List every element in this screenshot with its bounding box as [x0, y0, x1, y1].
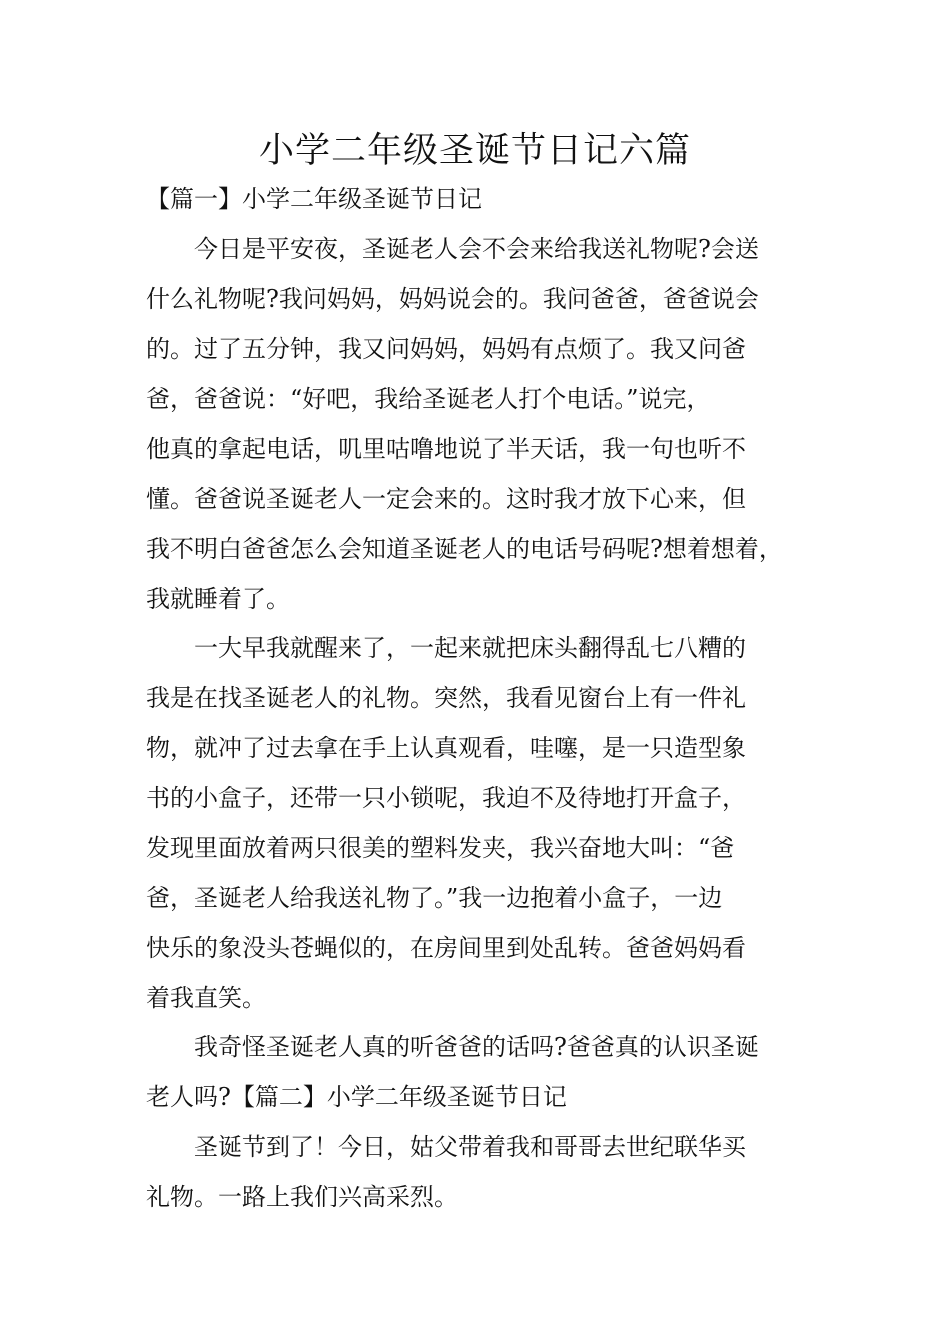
paragraph-line: 他真的拿起电话，叽里咕噜地说了半天话，我一句也听不 — [146, 435, 746, 463]
paragraph-line: 发现里面放着两只很美的塑料发夹，我兴奋地大叫：“爸 — [146, 834, 735, 862]
paragraph-line: 一大早我就醒来了，一起来就把床头翻得乱七八糟的 — [194, 634, 746, 662]
paragraph-line: 今日是平安夜，圣诞老人会不会来给我送礼物呢?会送 — [194, 235, 759, 263]
paragraph-line: 快乐的象没头苍蝇似的，在房间里到处乱转。爸爸妈妈看 — [146, 934, 746, 962]
paragraph-line: 什么礼物呢?我问妈妈，妈妈说会的。我问爸爸，爸爸说会 — [146, 285, 759, 313]
paragraph-line: 圣诞节到了！今日，姑父带着我和哥哥去世纪联华买 — [194, 1133, 746, 1161]
paragraph-line: 老人吗?【篇二】小学二年级圣诞节日记 — [146, 1083, 567, 1111]
paragraph-line: 爸，爸爸说：“好吧，我给圣诞老人打个电话。”说完， — [146, 385, 711, 413]
paragraph-line: 我不明白爸爸怎么会知道圣诞老人的电话号码呢?想着想着， — [146, 535, 783, 563]
paragraph-line: 懂。爸爸说圣诞老人一定会来的。这时我才放下心来，但 — [146, 485, 746, 513]
paragraph-line: 着我直笑。 — [146, 984, 266, 1012]
paragraph-line: 礼物。一路上我们兴高采烈。 — [146, 1183, 458, 1211]
paragraph-line: 书的小盒子，还带一只小锁呢，我迫不及待地打开盒子， — [146, 784, 746, 812]
paragraph-line: 物，就冲了过去拿在手上认真观看，哇噻，是一只造型象 — [146, 734, 746, 762]
document-title: 小学二年级圣诞节日记六篇 — [258, 131, 691, 171]
paragraph-line: 我奇怪圣诞老人真的听爸爸的话吗?爸爸真的认识圣诞 — [194, 1033, 759, 1061]
section-heading-1: 【篇一】小学二年级圣诞节日记 — [146, 185, 482, 213]
paragraph-line: 爸，圣诞老人给我送礼物了。”我一边抱着小盒子，一边 — [146, 884, 723, 912]
paragraph-line: 我就睡着了。 — [146, 585, 290, 613]
paragraph-line: 的。过了五分钟，我又问妈妈，妈妈有点烦了。我又问爸 — [146, 335, 746, 363]
paragraph-line: 我是在找圣诞老人的礼物。突然，我看见窗台上有一件礼 — [146, 684, 746, 712]
